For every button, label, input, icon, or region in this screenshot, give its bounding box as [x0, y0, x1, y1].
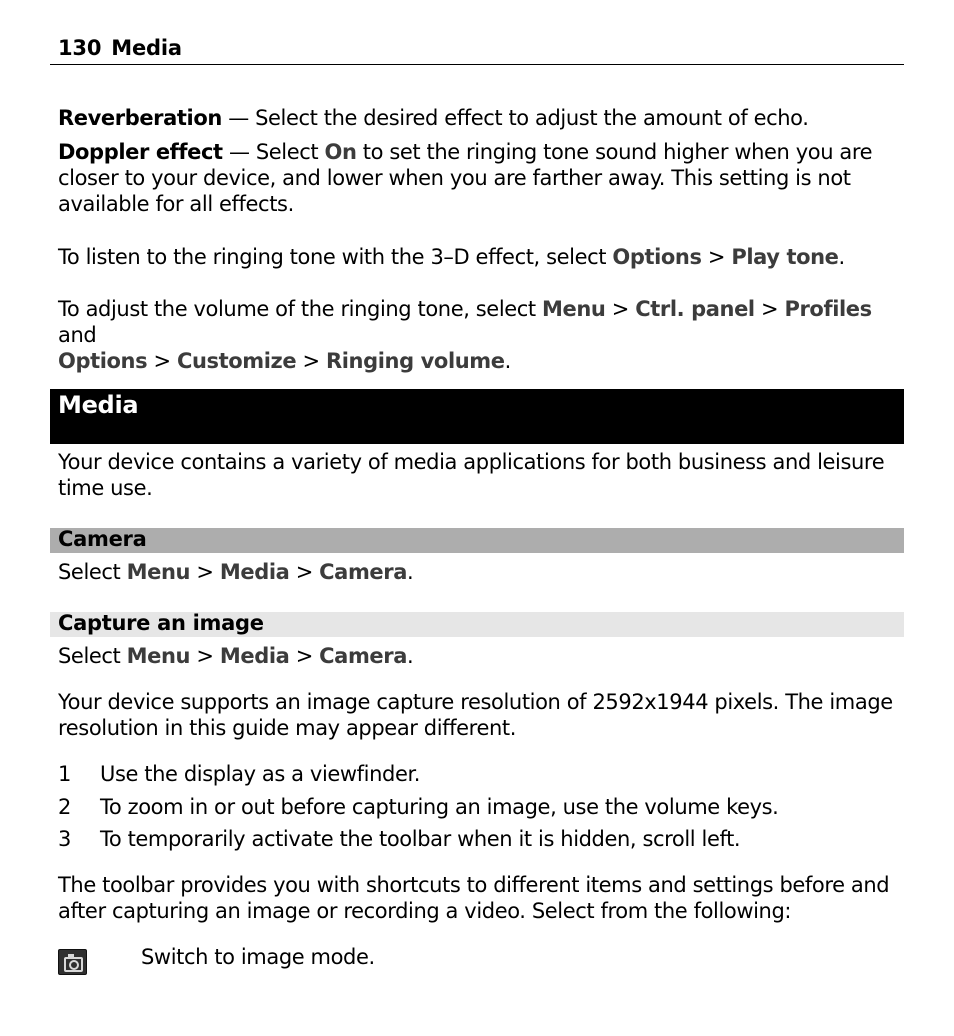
camera-path-media: Media [219, 560, 290, 584]
reverberation-paragraph [58, 105, 900, 131]
toolbar-paragraph: The toolbar provides you with shortcuts to different items and settings before and after capturing an image or recording a video. Select from the following: [58, 873, 890, 923]
step-number: 3 [58, 827, 72, 851]
camera-path-end: . [407, 560, 414, 584]
adjust-pre: To adjust the volume of the ringing tone, select [58, 297, 543, 321]
doppler-pre: — Select [222, 140, 325, 164]
adjust-options: Options [58, 349, 148, 373]
listen-sep: > [701, 245, 732, 269]
adjust-ctrl-panel: Ctrl. panel [635, 297, 755, 321]
page-number: 130 [58, 36, 102, 60]
camera-mode-desc: Switch to image mode. [141, 945, 375, 969]
step-text: To zoom in or out before capturing an image, use the volume keys. [100, 795, 779, 819]
capture-heading-bar [50, 612, 904, 637]
capture-path-sep-2: > [289, 644, 320, 668]
listen-end: . [838, 245, 845, 269]
adjust-profiles: Profiles [784, 297, 872, 321]
step-number: 2 [58, 795, 72, 819]
camera-path [58, 559, 900, 585]
camera-mode-icon [58, 949, 87, 975]
media-section-banner [50, 389, 904, 444]
camera-path-select: Select [58, 560, 127, 584]
doppler-post: to set the ringing tone sound higher when you are closer to your device, and lower when you are farther away. This setting is not available for all effects. [58, 140, 873, 216]
listen-paragraph [58, 244, 900, 270]
capture-path-sep-1: > [190, 644, 220, 668]
camera-path-camera: Camera [319, 560, 408, 584]
camera-path-menu: Menu [126, 560, 191, 584]
capture-path-camera: Camera [319, 644, 408, 668]
page-header [58, 36, 182, 60]
listen-options: Options [612, 245, 702, 269]
capture-path-end: . [407, 644, 414, 668]
listen-pre: To listen to the ringing tone with the 3–D effect, select [58, 245, 613, 269]
capture-path [58, 643, 900, 669]
adjust-paragraph [58, 296, 900, 374]
step-number: 1 [58, 762, 72, 786]
media-intro: Your device contains a variety of media applications for both business and leisure time use. [58, 450, 885, 500]
capture-heading: Capture an image [58, 611, 264, 635]
adjust-menu: Menu [542, 297, 606, 321]
camera-heading-bar [50, 528, 904, 553]
adjust-ringing-volume: Ringing volume [325, 349, 505, 373]
resolution-paragraph: Your device supports an image capture resolution of 2592x1944 pixels. The image resolution in this guide may appear different. [58, 690, 893, 740]
header-section: Media [111, 36, 182, 60]
step-text: Use the display as a viewfinder. [100, 762, 421, 786]
capture-path-menu: Menu [126, 644, 191, 668]
capture-path-media: Media [219, 644, 290, 668]
camera-path-sep-2: > [289, 560, 320, 584]
listen-play-tone: Play tone [731, 245, 839, 269]
header-divider [50, 64, 904, 65]
doppler-term: Doppler effect [58, 140, 223, 164]
adjust-sep-4: > [296, 349, 326, 373]
capture-path-select: Select [58, 644, 127, 668]
reverberation-term: Reverberation [58, 106, 222, 130]
adjust-sep-2: > [754, 297, 785, 321]
adjust-sep-1: > [605, 297, 636, 321]
adjust-sep-3: > [147, 349, 177, 373]
doppler-on: On [324, 140, 357, 164]
reverberation-desc: — Select the desired effect to adjust the amount of echo. [221, 106, 809, 130]
camera-heading: Camera [58, 527, 147, 551]
adjust-end: . [504, 349, 511, 373]
media-section-title: Media [58, 391, 139, 419]
doppler-paragraph [58, 139, 900, 217]
adjust-customize: Customize [176, 349, 297, 373]
step-text: To temporarily activate the toolbar when it is hidden, scroll left. [100, 827, 741, 851]
adjust-and: and [58, 323, 97, 347]
camera-path-sep-1: > [190, 560, 220, 584]
